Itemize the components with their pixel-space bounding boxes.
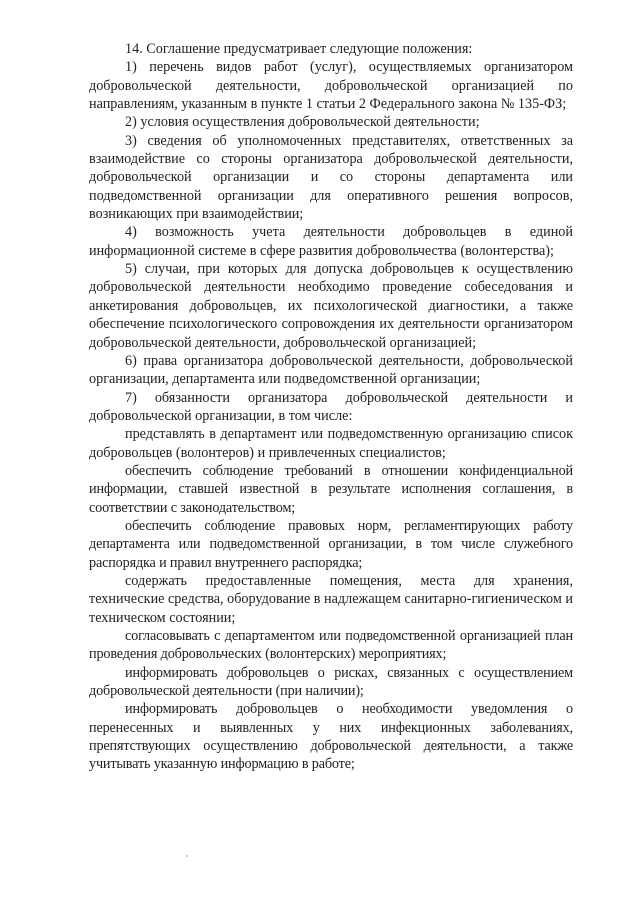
scan-speck [186, 855, 188, 857]
paragraph-item-6: 6) права организатора добровольческой деятельности, добровольческой организации, департамента или подведомственной организации; [89, 352, 573, 388]
document-page [89, 40, 573, 774]
paragraph-item-3: 3) сведения об уполномоченных представителях, ответственных за взаимодействие со стороны организатора добровольческой деятельности, добровольческой организации и со стороны департамента или подведомственной организации для оперативного решения вопросов, возникающих при взаимодействии; [89, 132, 573, 223]
paragraph-item-5: 5) случаи, при которых для допуска добровольцев к осуществлению добровольческой деятельности необходимо проведение собеседования и анкетирования добровольцев, их психологической диагностики, а также обеспечение психологического сопровождения их деятельности организатором добровольческой деятельности, добровольческой организацией; [89, 261, 573, 351]
paragraph-item-7: 7) обязанности организатора добровольческой деятельности и добровольческой организации, в том числе: [89, 389, 573, 424]
duty-inform-infections: информировать добровольцев о необходимости уведомления о перенесенных и выявленных у них инфекционных заболеваниях, препятствующих осуществлению добровольческой деятельности, а также учитывать указанную информацию в работе; [89, 701, 573, 773]
paragraph-item-4: 4) возможность учета деятельности добровольцев в единой информационной системе в сфере развития добровольчества (волонтерства); [89, 224, 573, 259]
duty-agree-plan: согласовывать с департаментом или подведомственной организацией план проведения добровольческих (волонтерских) мероприятиях; [89, 628, 573, 663]
paragraph-14-heading: 14. Соглашение предусматривает следующие положения: [125, 41, 473, 57]
duty-inform-risks: информировать добровольцев о рисках, связанных с осуществлением добровольческой деятельности (при наличии); [89, 664, 573, 700]
duty-confidentiality: обеспечить соблюдение требований в отношении конфиденциальной информации, ставшей известной в результате исполнения соглашения, в соответствии с законодательством; [89, 462, 573, 516]
duty-submit-volunteer-list: представлять в департамент или подведомственную организацию список добровольцев (волонтеров) и привлеченных специалистов; [89, 426, 573, 461]
duty-maintain-premises: содержать предоставленные помещения, места для хранения, технические средства, оборудование в надлежащем санитарно-гигиеническом и техническом состоянии; [89, 572, 573, 626]
paragraph-item-1: 1) перечень видов работ (услуг), осуществляемых организатором добровольческой деятельности, добровольческой организацией по направлениям, указанным в пункте 1 статьи 2 Федерального закона № 135-ФЗ; [89, 59, 573, 113]
duty-legal-norms: обеспечить соблюдение правовых норм, регламентирующих работу департамента или подведомственной организации, в том числе служебного распорядка и правил внутреннего распорядка; [89, 517, 573, 571]
paragraph-item-2: 2) условия осуществления добровольческой деятельности; [125, 114, 480, 131]
